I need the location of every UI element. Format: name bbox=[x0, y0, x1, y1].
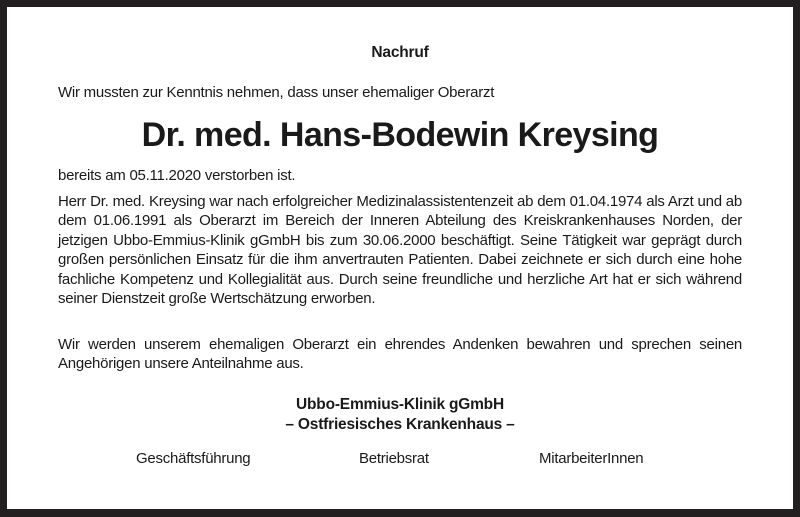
organization-block bbox=[7, 395, 793, 435]
signatory-management: Geschäftsführung bbox=[136, 450, 251, 467]
date-of-death-line: bereits am 05.11.2020 verstorben ist. bbox=[58, 167, 296, 184]
deceased-name: Dr. med. Hans-Bodewin Kreysing bbox=[141, 116, 659, 154]
signatories bbox=[7, 450, 793, 470]
signatory-works-council: Betriebsrat bbox=[359, 450, 429, 467]
intro-text: Wir mussten zur Kenntnis nehmen, dass unser ehemaliger Oberarzt bbox=[58, 84, 495, 101]
condolence-paragraph bbox=[58, 335, 742, 374]
notice-heading: Nachruf bbox=[371, 44, 429, 61]
signatory-employees: MitarbeiterInnen bbox=[539, 450, 644, 467]
biography-text: Herr Dr. med. Kreysing war nach erfolgreicher Medizinalassistentenzeit ab dem 01.04.1974 als Arzt und ab dem 01.06.1991 als Oberarzt im Bereich der Inneren Abteilung des Kreiskrankenhauses Norden, der jetzigen Ubbo-Emmius-Klinik gGmbH bis zum 30.06.2000 beschäftigt. Seine Tätigkeit war geprägt durch großen persönlichen Einsatz für die ihm anvertrauten Patienten. Dabei zeichnete er sich durch eine hohe fachliche Kompetenz und Kollegialität aus. Durch seine freundliche und herzliche Art hat er sich während seiner Dienstzeit große Wertschätzung erworben. bbox=[58, 193, 742, 308]
organization-name: Ubbo-Emmius-Klinik gGmbH bbox=[296, 396, 504, 413]
biography-paragraph bbox=[58, 192, 742, 308]
organization-subtitle: – Ostfriesisches Krankenhaus – bbox=[285, 416, 515, 433]
condolence-text: Wir werden unserem ehemaligen Oberarzt ein ehrendes Andenken bewahren und sprechen seinen Angehörigen unsere Anteilnahme aus. bbox=[58, 336, 742, 373]
obituary-notice bbox=[7, 7, 793, 509]
